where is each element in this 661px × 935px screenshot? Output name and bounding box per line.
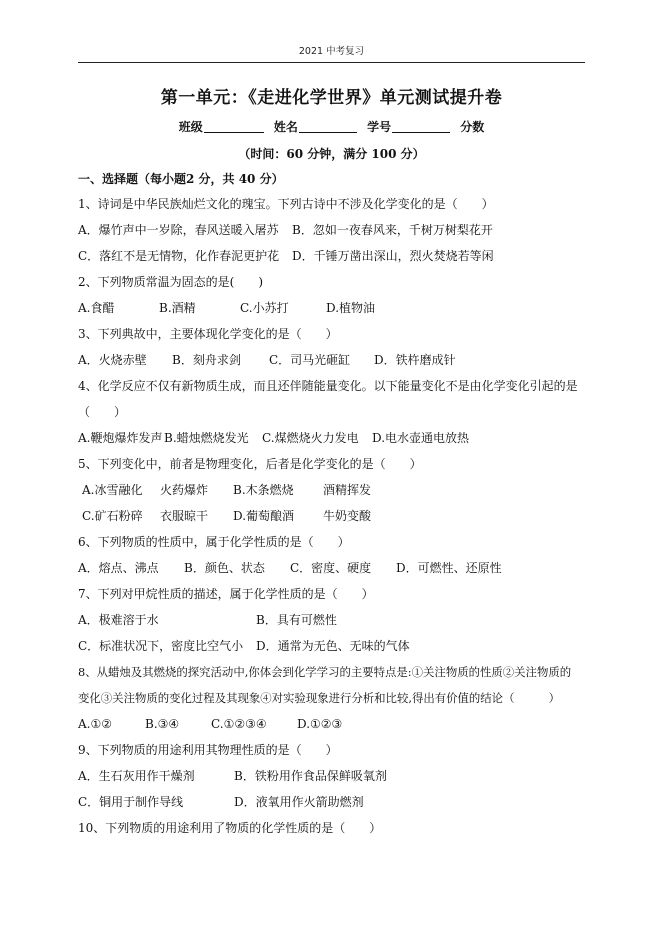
question-1-stem: 1、诗词是中华民族灿烂文化的瑰宝。下列古诗中不涉及化学变化的是（ ）: [78, 197, 494, 211]
id-label: 学号: [367, 120, 392, 134]
question-9-stem: 9、下列物质的用途利用其物理性质的是（ ）: [78, 743, 338, 757]
question-2-option-b: B.酒精: [159, 301, 196, 315]
question-9-options-row1: [78, 768, 585, 784]
question-1-options-row2: [78, 248, 585, 264]
question-8-options: [78, 716, 585, 732]
question-8-option-d: D.①②③: [297, 717, 343, 731]
question-1-options-row1: [78, 222, 585, 238]
question-7-option-d: D．通常为无色、无味的气体: [256, 639, 410, 653]
question-10-stem: 10、下列物质的用途利用了物质的化学性质的是（ ）: [78, 821, 382, 835]
question-7-option-b: B．具有可燃性: [256, 613, 337, 627]
question-5-option-a-second: 火药爆炸: [160, 483, 209, 497]
question-1-option-c: C．落红不是无情物，化作春泥更护花: [78, 249, 280, 263]
question-4-stem: 4、化学反应不仅有新物质生成，而且还伴随能量变化。以下能量变化不是由化学变化引起的是: [78, 379, 578, 393]
question-5-option-c-first: C.矿石粉碎: [82, 509, 143, 523]
question-7-stem: 7、下列对甲烷性质的描述，属于化学性质的是（ ）: [78, 587, 374, 601]
section-heading: 一、选择题（每小题2 分，共 40 分）: [78, 172, 284, 186]
question-3-option-c: C．司马光砸缸: [269, 353, 351, 367]
question-4-options: [78, 430, 585, 446]
question-5-option-d-second: 牛奶变酸: [323, 509, 372, 523]
question-8-stem: 8、从蜡烛及其燃烧的探究活动中,你体会到化学学习的主要特点是:①关注物质的性质②关注物质的: [78, 665, 572, 679]
name-label: 姓名: [273, 120, 298, 134]
question-6-option-c: C．密度、硬度: [290, 561, 372, 575]
question-6-options: [78, 560, 585, 576]
question-1-option-d: D．千锤万凿出深山，烈火焚烧若等闲: [292, 249, 494, 263]
student-info-line: [78, 119, 585, 135]
question-9-option-a: A．生石灰用作干燥剂: [78, 769, 195, 783]
question-4-stem-continued: （ ）: [78, 405, 127, 419]
class-label: 班级: [178, 120, 203, 134]
question-8-option-c: C.①②③④: [211, 717, 267, 731]
question-8-option-a: A.①②: [78, 717, 112, 731]
question-7-options-row1: [78, 612, 585, 628]
question-7-option-a: A．极难溶于水: [78, 613, 159, 627]
question-5-option-a-first: A.冰雪融化: [82, 483, 143, 497]
question-2-stem: 2、下列物质常温为固态的是( ): [78, 275, 263, 289]
question-1-option-b: B．忽如一夜春风来，千树万树梨花开: [292, 223, 493, 237]
question-9-option-b: B．铁粉用作食品保鲜吸氧剂: [234, 769, 387, 783]
question-9-option-d: D．液氧用作火箭助燃剂: [234, 795, 364, 809]
question-1-option-a: A．爆竹声中一岁除，春风送暖入屠苏: [78, 223, 279, 237]
question-4-option-c: C.煤燃烧火力发电: [262, 431, 359, 445]
question-3-option-d: D．铁杵磨成针: [374, 353, 456, 367]
question-5-options-row1: [78, 482, 585, 498]
question-2-option-c: C.小苏打: [240, 301, 289, 315]
question-5-option-b-second: 酒精挥发: [323, 483, 372, 497]
question-5-option-c-second: 衣服晾干: [160, 509, 209, 523]
question-2-options: [78, 300, 585, 316]
question-6-option-a: A．熔点、沸点: [78, 561, 159, 575]
id-blank: [392, 120, 450, 133]
question-7-options-row2: [78, 638, 585, 654]
page-title: 第一单元：《走进化学世界》单元测试提升卷: [160, 88, 503, 108]
name-blank: [299, 120, 357, 133]
question-6-option-b: B．颜色、状态: [184, 561, 265, 575]
question-6-option-d: D．可燃性、还原性: [396, 561, 502, 575]
question-5-option-b-first: B.木条燃烧: [233, 483, 294, 497]
question-2-option-a: A.食醋: [78, 301, 115, 315]
question-9-option-c: C．铜用于制作导线: [78, 795, 184, 809]
question-3-stem: 3、下列典故中，主要体现化学变化的是（ ）: [78, 327, 338, 341]
header-divider: [78, 62, 585, 63]
question-6-stem: 6、下列物质的性质中，属于化学性质的是（ ）: [78, 535, 350, 549]
question-7-option-c: C．标准状况下，密度比空气小: [78, 639, 244, 653]
question-9-options-row2: [78, 794, 585, 810]
question-5-options-row2: [78, 508, 585, 524]
question-2-option-d: D.植物油: [326, 301, 376, 315]
question-4-option-b: B.蜡烛燃烧发光: [164, 431, 249, 445]
time-note: （时间：60 分钟，满分 100 分）: [238, 147, 425, 161]
score-label: 分数: [460, 120, 485, 134]
question-3-options: [78, 352, 585, 368]
question-4-option-a: A.鞭炮爆炸发声: [78, 431, 163, 445]
question-4-option-d: D.电水壶通电放热: [372, 431, 470, 445]
question-5-stem: 5、下列变化中，前者是物理变化，后者是化学变化的是（ ）: [78, 457, 422, 471]
question-3-option-b: B．刻舟求剑: [172, 353, 241, 367]
question-3-option-a: A．火烧赤壁: [78, 353, 147, 367]
class-blank: [204, 120, 264, 133]
page-header: 2021 中考复习: [298, 46, 365, 57]
question-8-stem-continued: 变化③关注物质的变化过程及其现象④对实验现象进行分析和比较,得出有价值的结论（ ）: [78, 691, 561, 705]
question-8-option-b: B.③④: [145, 717, 180, 731]
question-5-option-d-first: D.葡萄酿酒: [233, 509, 295, 523]
